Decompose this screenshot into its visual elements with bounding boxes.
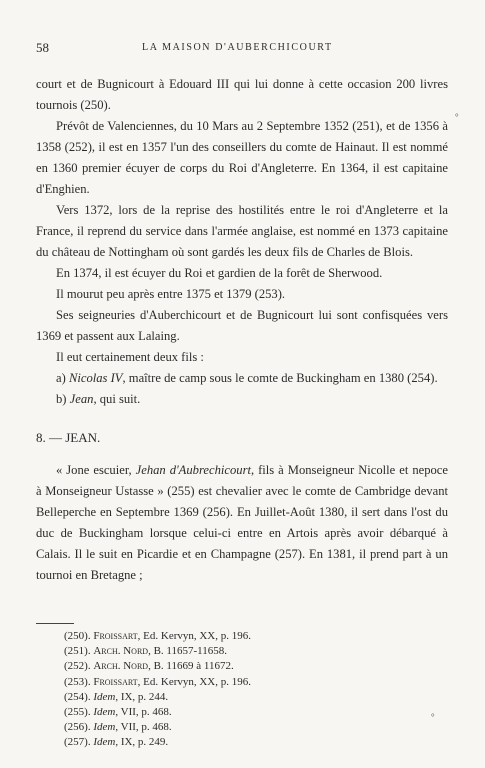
footnote [64, 720, 424, 735]
footnote-source: Arch. Nord [93, 645, 149, 658]
list-item [56, 389, 448, 410]
list-item-text: , maître de camp sous le comte de Buckingham en 1380 (254). [122, 371, 438, 385]
paragraph: Ses seigneuries d'Auberchicourt et de Bugnicourt lui sont confisquées vers 1369 et passent aux Lalaing. [36, 308, 448, 343]
list-marker: a) [56, 371, 66, 385]
footnote-reference: , IX, p. 244. [115, 690, 169, 703]
footnote [64, 675, 424, 690]
footnote [64, 659, 424, 674]
footnote-separator [36, 623, 74, 624]
footnote-reference: , Ed. Kervyn, XX, p. 196. [137, 630, 252, 642]
person-name: Nicolas IV [68, 371, 123, 385]
footnote-number: (250). [64, 630, 91, 642]
speck: ° [431, 712, 435, 722]
list-item-text: , qui suit. [93, 392, 141, 406]
footnote-reference: , B. 11657-11658. [148, 645, 227, 658]
person-name: Jean [69, 392, 94, 406]
footnote-number: (257). [64, 736, 91, 749]
footnote-number: (255). [64, 706, 91, 719]
footnote-reference: , IX, p. 249. [115, 736, 169, 749]
footnote-reference: , VII, p. 468. [115, 706, 172, 719]
paragraph: Prévôt de Valenciennes, du 10 Mars au 2 Septembre 1352 (251), et de 1356 à 1358 (252), il est en 1357 l'un des conseillers du comte de Hainaut. Il est nommé en 1360 premier écuyer de corps du Roi d'Angleterre. En 1364, il est capitaine d'Enghien. [36, 119, 448, 196]
paragraph: Il mourut peu après entre 1375 et 1379 (253). [56, 287, 286, 301]
page-number: 58 [36, 40, 49, 55]
speck: ° [455, 112, 459, 122]
footnote [64, 629, 424, 644]
footnote-source: Idem [93, 690, 116, 703]
footnote-reference: , VII, p. 468. [115, 721, 172, 734]
paragraph: Vers 1372, lors de la reprise des hostilités entre le roi d'Angleterre et la France, il reprend du service dans l'armée anglaise, est nommé en 1373 capitaine du château de Nottingham où sont gardés les deux fils de Charles de Blois. [36, 203, 448, 259]
footnotes [64, 629, 424, 751]
footnote-number: (251). [64, 645, 91, 658]
footnote [64, 735, 424, 750]
footnote-source: Arch. Nord [93, 660, 149, 673]
footnote-source: Idem [93, 736, 116, 749]
paragraph: En 1374, il est écuyer du Roi et gardien de la forêt de Sherwood. [56, 266, 383, 280]
footnote-source: Idem [93, 721, 116, 734]
footnote-reference: , Ed. Kervyn, XX, p. 196. [137, 675, 252, 688]
footnote-number: (256). [64, 721, 91, 734]
footnote [64, 705, 424, 720]
text-run: « Jone escuier, [56, 463, 136, 477]
footnote-source: Froissart [93, 675, 138, 688]
section-heading: 8. — JEAN. [36, 430, 101, 445]
footnote-source: Idem [93, 706, 116, 719]
running-title: LA MAISON D'AUBERCHICOURT [142, 42, 333, 53]
footnote-source: Froissart [93, 630, 138, 642]
footnote-reference: , B. 11669 à 11672. [148, 660, 234, 673]
list-item [56, 368, 448, 389]
paragraph: court et de Bugnicourt à Edouard III qui lui donne à cette occasion 200 livres tournois (250). [36, 77, 448, 112]
body-text [36, 74, 448, 586]
footnote-number: (252). [64, 660, 91, 673]
list-marker: b) [56, 392, 67, 406]
footnote [64, 690, 424, 705]
paragraph [36, 460, 448, 586]
page-header [36, 40, 451, 56]
paragraph: Il eut certainement deux fils : [56, 350, 204, 364]
text-run: , fils à Monseigneur Nicolle et nepoce à Monseigneur Ustasse » (255) est chevalier avec le comte de Cambridge devant Belleperche en Septembre 1369 (256). En Juillet-Août 1380, il sert dans l'ost du duc de Buckingham lorsque celui-ci entre en Artois après avoir débarqué à Calais. Il le suit en Picardie et en Champagne (257). En 1381, il prend part à un tournoi en Bretagne ; [36, 463, 448, 582]
footnote-number: (253). [64, 675, 91, 688]
footnote-number: (254). [64, 690, 91, 703]
footnote [64, 644, 424, 659]
person-name: Jehan d'Aubrechicourt [135, 463, 251, 477]
